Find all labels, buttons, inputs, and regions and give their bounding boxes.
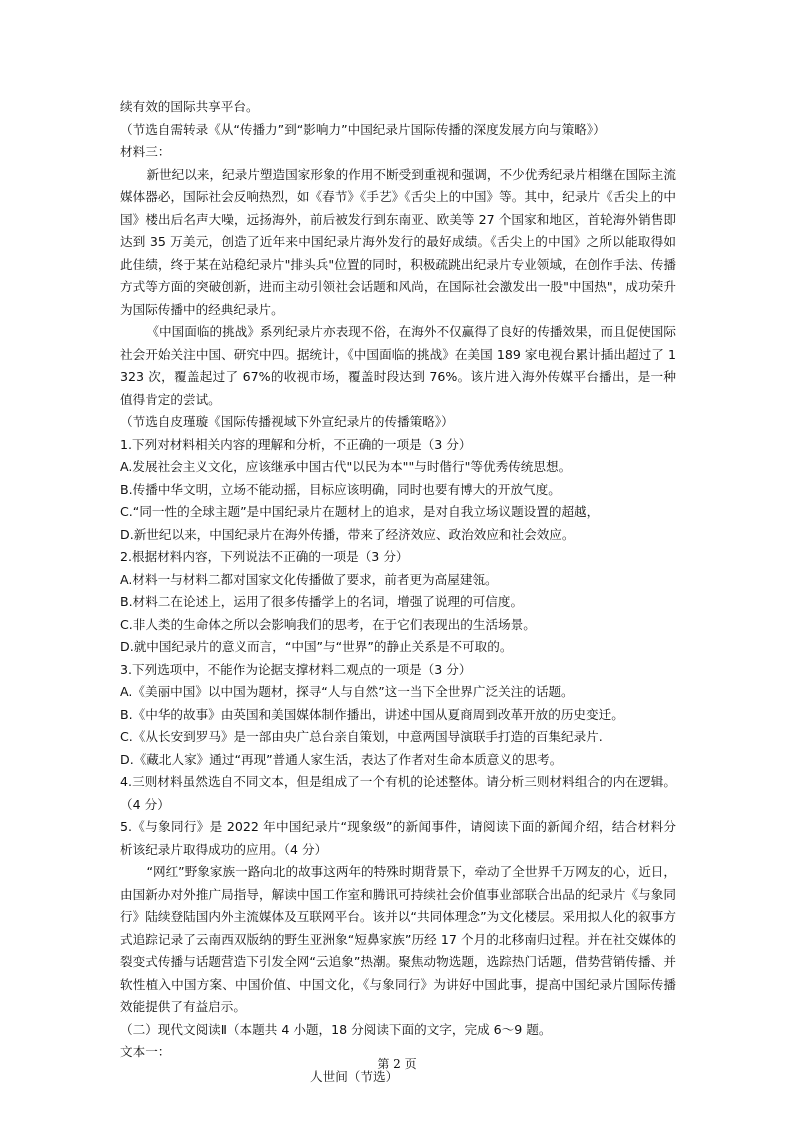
paragraph: 《中国面临的挑战》系列纪录片亦表现不俗，在海外不仅赢得了良好的传播效果，而且促使国际社会开始关注中国、研究中四。据统计，《中国面临的挑战》在美国 189 家电视台累计插出超过了 1323 次，覆盖起过了 67%的收视市场，覆盖时段达到 76%。该片进入海外传媒平台播出，是一种值得肯定的尝试。 — [120, 324, 676, 407]
paragraph: 续有效的国际共享平台。 — [120, 99, 259, 114]
page-number: 第 2 页 — [377, 1057, 417, 1071]
paragraph: C.非人类的生命体之所以会影响我们的思考，在于它们表现出的生活场景。 — [120, 616, 536, 632]
paragraph: 2.根据材料内容，下列说法不正确的一项是（3 分） — [120, 549, 409, 564]
paragraph: 新世纪以来，纪录片塑造国家形象的作用不断受到重视和强调，不少优秀纪录片相继在国际主流媒体器必，国际社会反响热烈，如《春节》《手艺》《舌尖上的中国》等。其中，纪录片《舌尖上的中国》楼出后名声大噪，远扬海外，前后被发行到东南亚、欧美等 27 个国家和地区，首轮海外销售即达到 35 万美元，创造了近年来中国纪录片海外发行的最好成绩。《舌尖上的中国》之所以能取得如此佳绩，终于某在站稳纪录片"排头兵"位置的同时，积极疏跳出纪录片专业领域，在创作手法、传播方式等方面的突破创新，进而主动引领社会话题和风尚，在国际社会激发出一股"中国热"，成功荣升为国际传播中的经典纪录片。 — [120, 166, 676, 317]
paragraph: 文本一： — [120, 1044, 171, 1059]
paragraph: D.就中国纪录片的意义而言，“中国”与“世界”的静止关系是不可取的。 — [120, 639, 513, 654]
paragraph: 人世间（节选） — [310, 1068, 399, 1084]
paragraph: C.《从长安到罗马》是一部由央广总台亲自策划，中意两国导演联手打造的百集纪录片. — [120, 729, 603, 744]
paragraph: C.“同一性的全球主题”是中国纪录片在题材上的追求，是对自我立场议题设置的超越， — [120, 504, 600, 519]
paragraph: （节选自皮瑾璇《国际传播视域下外宣纪录片的传播策略》） — [120, 414, 454, 429]
paragraph: D.《藏北人家》通过“再现”普通人家生活，表达了作者对生命本质意义的思考。 — [120, 751, 563, 767]
paragraph: 5.《与象同行》是 2022 年中国纪录片“现象级”的新闻事件，请阅读下面的新闻介绍，结合材料分析该纪录片取得成功的应用。（4 分） — [120, 819, 676, 857]
paragraph: A.材料一与材料二都对国家文化传播做了要求，前者更为高屋建瓴。 — [120, 571, 498, 587]
paragraph: A.《美丽中国》以中国为题材，探寻“人与自然”这一当下全世界广泛关注的话题。 — [120, 684, 574, 699]
paragraph: B.材料二在论述上，运用了很多传播学上的名词，增强了说理的可信度。 — [120, 594, 524, 609]
paragraph: 材料三： — [120, 144, 171, 159]
paragraph: （二）现代文阅读Ⅱ（本题共 4 小题，18 分阅读下面的文字，完成 6～9 题。 — [120, 1021, 552, 1037]
paragraph: D.新世纪以来，中国纪录片在海外传播，带来了经济效应、政治效应和社会效应。 — [120, 526, 575, 542]
paragraph: 4.三则材料虽然选自不同文本，但是组成了一个有机的论述整体。请分析三则材料组合的内在逻辑。（4 分） — [120, 774, 676, 812]
paragraph: “网红”野象家族一路向北的故事这两年的特殊时期背景下，牵动了全世界千万网友的心，近日，由国新办对外推广局指导，解读中国工作室和腾讯可持续社会价值事业部联合出品的纪录片《与象同行》陆续登陆国内外主流媒体及互联网平台。该并以“共同体理念”为文化楼层。采用拟人化的叙事方式追踪记录了云南西双版纳的野生亚洲象“短鼻家族”历经 17 个月的北移南归过程。并在社交媒体的裂变式传播与话题营造下引发全网“云追象”热潮。聚焦动物选题，选踪热门话题，借势营销传播、并软性植入中国方案、中国价值、中国文化，《与象同行》为讲好中国此事，提高中国纪录片国际传播效能提供了有益启示。 — [120, 864, 676, 1014]
paragraph: A.发展社会主义文化，应该继承中国古代"以民为本""与时偕行"等优秀传统思想。 — [120, 459, 572, 474]
paragraph: B.传播中华文明，立场不能动摇，目标应该明确，同时也要有博大的开放气度。 — [120, 481, 561, 497]
paragraph: B.《中华的故事》由英国和美国媒体制作播出，讲述中国从夏商周到改革开放的历史变迁。 — [120, 706, 624, 722]
paragraph: 1.下列对材料相关内容的理解和分析，不正确的一项是（3 分） — [120, 436, 472, 452]
paragraph: （节选自需转录《从“传播力”到“影响力”中国纪录片国际传播的深度发展方向与策略》） — [120, 121, 606, 137]
paragraph: 3.下列选项中，不能作为论据支撑材料二观点的一项是（3 分） — [120, 661, 472, 677]
document-body — [120, 96, 676, 1088]
